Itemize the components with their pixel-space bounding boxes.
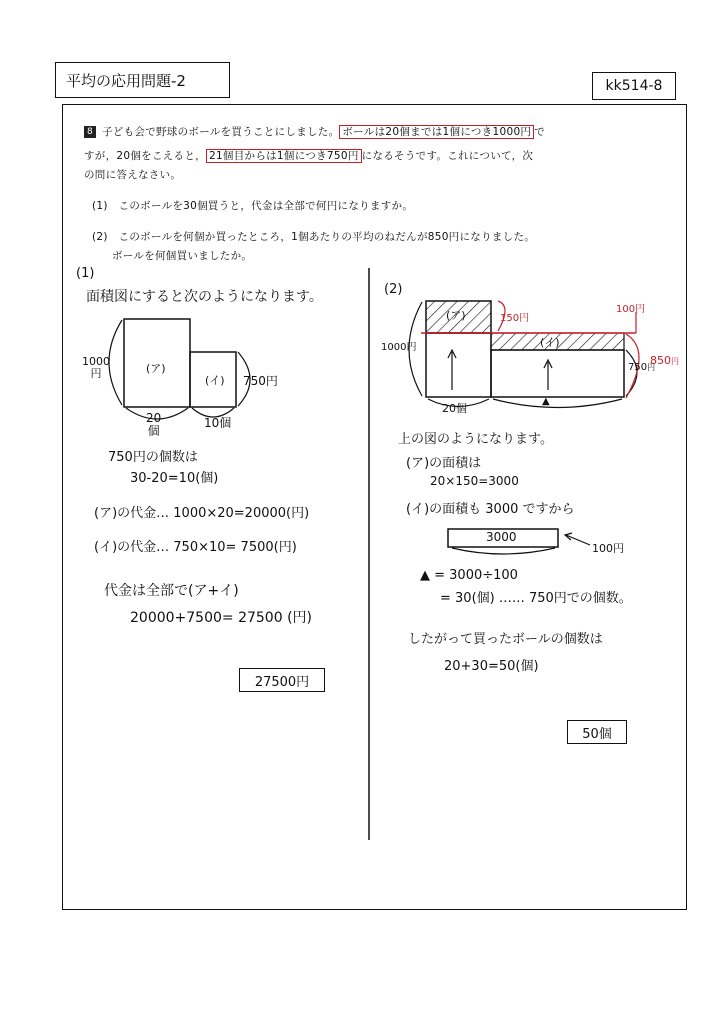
- fig-width-10: 10個: [204, 416, 232, 430]
- left-line-1: 750円の個数は: [108, 450, 198, 465]
- highlight-price-2: 21個目からは1個につき750円: [206, 149, 362, 163]
- pointer-100: [566, 535, 590, 545]
- fig-side-750: 750円: [243, 374, 278, 388]
- left-line-2: 30-20=10(個): [130, 471, 219, 486]
- left-line-3: (ア)の代金… 1000×20=20000(円): [94, 506, 310, 521]
- page-title: 平均の応用問題-2: [55, 62, 230, 98]
- rect-base-b: [491, 350, 624, 397]
- answer-1: 27500円: [239, 668, 325, 692]
- fig-width-20: 20 個: [146, 411, 162, 438]
- problem-number: 8: [84, 126, 96, 138]
- fig2-150: 150円: [500, 313, 530, 324]
- fig2-850: 850円: [650, 354, 679, 367]
- fig-label-a: (ア): [146, 362, 166, 375]
- brace-tri: [493, 399, 622, 408]
- fig2-label-a: (ア): [446, 309, 466, 322]
- question-2-line-2: ボールを何個買いましたか。: [112, 250, 253, 262]
- fig2-750: 750円: [628, 362, 656, 373]
- right-line-1: 上の図のようになります。: [398, 432, 553, 447]
- part-1-label: (1): [76, 266, 95, 281]
- brace-750: [626, 350, 637, 396]
- right-line-6: = 30(個) …… 750円での個数。: [440, 591, 632, 606]
- box-100-label: 100円: [592, 542, 624, 555]
- right-line-7: したがって買ったボールの個数は: [408, 632, 603, 647]
- worksheet-code: kk514-8: [592, 72, 676, 100]
- fig2-label-b: (イ): [540, 336, 560, 349]
- right-line-5: ▲ = 3000÷100: [420, 568, 518, 583]
- answer-2: 50個: [567, 720, 627, 744]
- fig-side-1000: 1000 円: [82, 355, 110, 380]
- left-line-6: 20000+7500= 27500 (円): [130, 610, 312, 626]
- fig-label-b: (イ): [205, 374, 225, 387]
- problem-line-1: 8 子ども会で野球のボールを買うことにしました。 ボールは20個までは1個につき1000円 で: [84, 124, 545, 139]
- left-line-5: 代金は全部で(ア+イ): [104, 583, 239, 599]
- right-line-2: (ア)の面積は: [406, 456, 482, 471]
- problem-line-3: の問に答えなさい。: [84, 169, 182, 181]
- left-intro: 面積図にすると次のようになります。: [86, 289, 323, 305]
- fig2-20: 20個: [442, 402, 467, 415]
- fig2-1000: 1000円: [381, 342, 417, 353]
- left-line-4: (イ)の代金… 750×10= 7500(円): [94, 540, 297, 555]
- question-2-line-1: (2) このボールを何個か買ったところ，1個あたりの平均のねだんが850円になりました。: [92, 231, 536, 243]
- right-line-8: 20+30=50(個): [444, 659, 539, 674]
- question-1: (1) このボールを30個買うと，代金は全部で何円になりますか。: [92, 200, 414, 212]
- part-2-label: (2): [384, 282, 403, 297]
- problem-line-2: すが，20個をこえると， 21個目からは1個につき750円 になるそうです。これについて，次: [84, 150, 534, 162]
- brace-left: [109, 320, 122, 405]
- rect-base-a: [426, 333, 491, 397]
- fig2-triangle: ▲: [542, 396, 550, 407]
- box-3000-label: 3000: [486, 530, 517, 544]
- fig2-100: 100円: [616, 304, 646, 315]
- highlight-price-1: ボールは20個までは1個につき1000円: [339, 125, 534, 139]
- right-line-3: 20×150=3000: [430, 474, 519, 488]
- right-line-4: (イ)の面積も 3000 ですから: [406, 502, 575, 517]
